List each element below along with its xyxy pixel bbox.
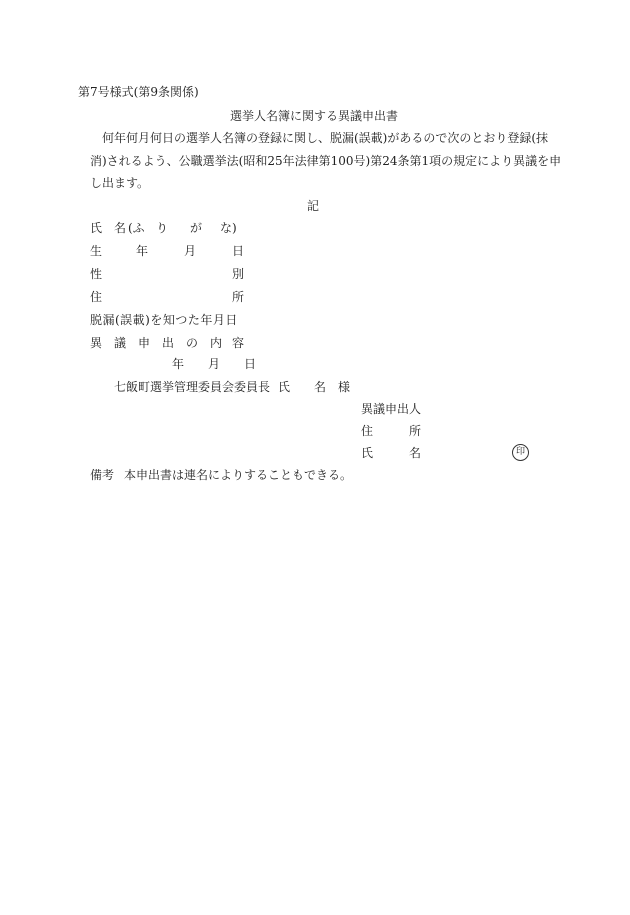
seal-mark-icon: 印 <box>512 444 529 461</box>
field-char: が <box>190 221 203 235</box>
field-char: (ふ <box>128 221 145 235</box>
addressee-honorific: 様 <box>338 380 351 394</box>
field-char: 生 <box>90 244 103 258</box>
field-char: 内 <box>210 336 223 350</box>
field-known-date: 脱漏(誤載)を知つた年月日 <box>90 313 238 327</box>
date-char: 月 <box>208 357 221 371</box>
field-char: 名 <box>114 221 127 235</box>
remarks-label: 備考 <box>90 468 115 482</box>
field-char: 氏 <box>90 221 103 235</box>
document-title: 選挙人名簿に関する異議申出書 <box>230 109 399 123</box>
form-number: 第7号様式(第9条関係) <box>78 85 199 99</box>
field-char: 所 <box>232 290 245 304</box>
applicant-label: 住 <box>361 424 374 438</box>
field-char: 年 <box>136 244 149 258</box>
applicant-label: 氏 <box>361 446 374 460</box>
field-char: 日 <box>232 244 245 258</box>
field-char: 月 <box>184 244 197 258</box>
field-char: 別 <box>232 267 245 281</box>
field-char: 容 <box>232 336 245 350</box>
field-char: 出 <box>162 336 175 350</box>
field-char: の <box>186 336 199 350</box>
ki-heading: 記 <box>307 199 320 213</box>
remarks-text: 本申出書は連名によりすることもできる。 <box>124 468 353 482</box>
field-char: 住 <box>90 290 103 304</box>
date-char: 日 <box>244 357 257 371</box>
applicant-label: 名 <box>409 446 422 460</box>
field-char: な) <box>220 221 237 235</box>
body-line-1: 何年何月何日の選挙人名簿の登録に関し、脱漏(誤載)があるので次のとおり登録(抹 <box>102 131 549 145</box>
field-char: 性 <box>90 267 103 281</box>
field-char: り <box>156 221 169 235</box>
field-char: 異 <box>90 336 103 350</box>
field-char: 議 <box>114 336 127 350</box>
body-line-2: 消)されるよう、公職選挙法(昭和25年法律第100号)第24条第1項の規定により異議を申 <box>90 154 562 168</box>
body-line-3: し出ます。 <box>90 176 150 190</box>
addressee-name-label: 氏 <box>278 380 291 394</box>
addressee-name-label: 名 <box>314 380 327 394</box>
applicant-label: 所 <box>409 424 422 438</box>
addressee-org: 七飯町選挙管理委員会委員長 <box>114 380 271 394</box>
date-char: 年 <box>172 357 185 371</box>
applicant-heading: 異議申出人 <box>361 402 422 416</box>
field-char: 申 <box>138 336 151 350</box>
